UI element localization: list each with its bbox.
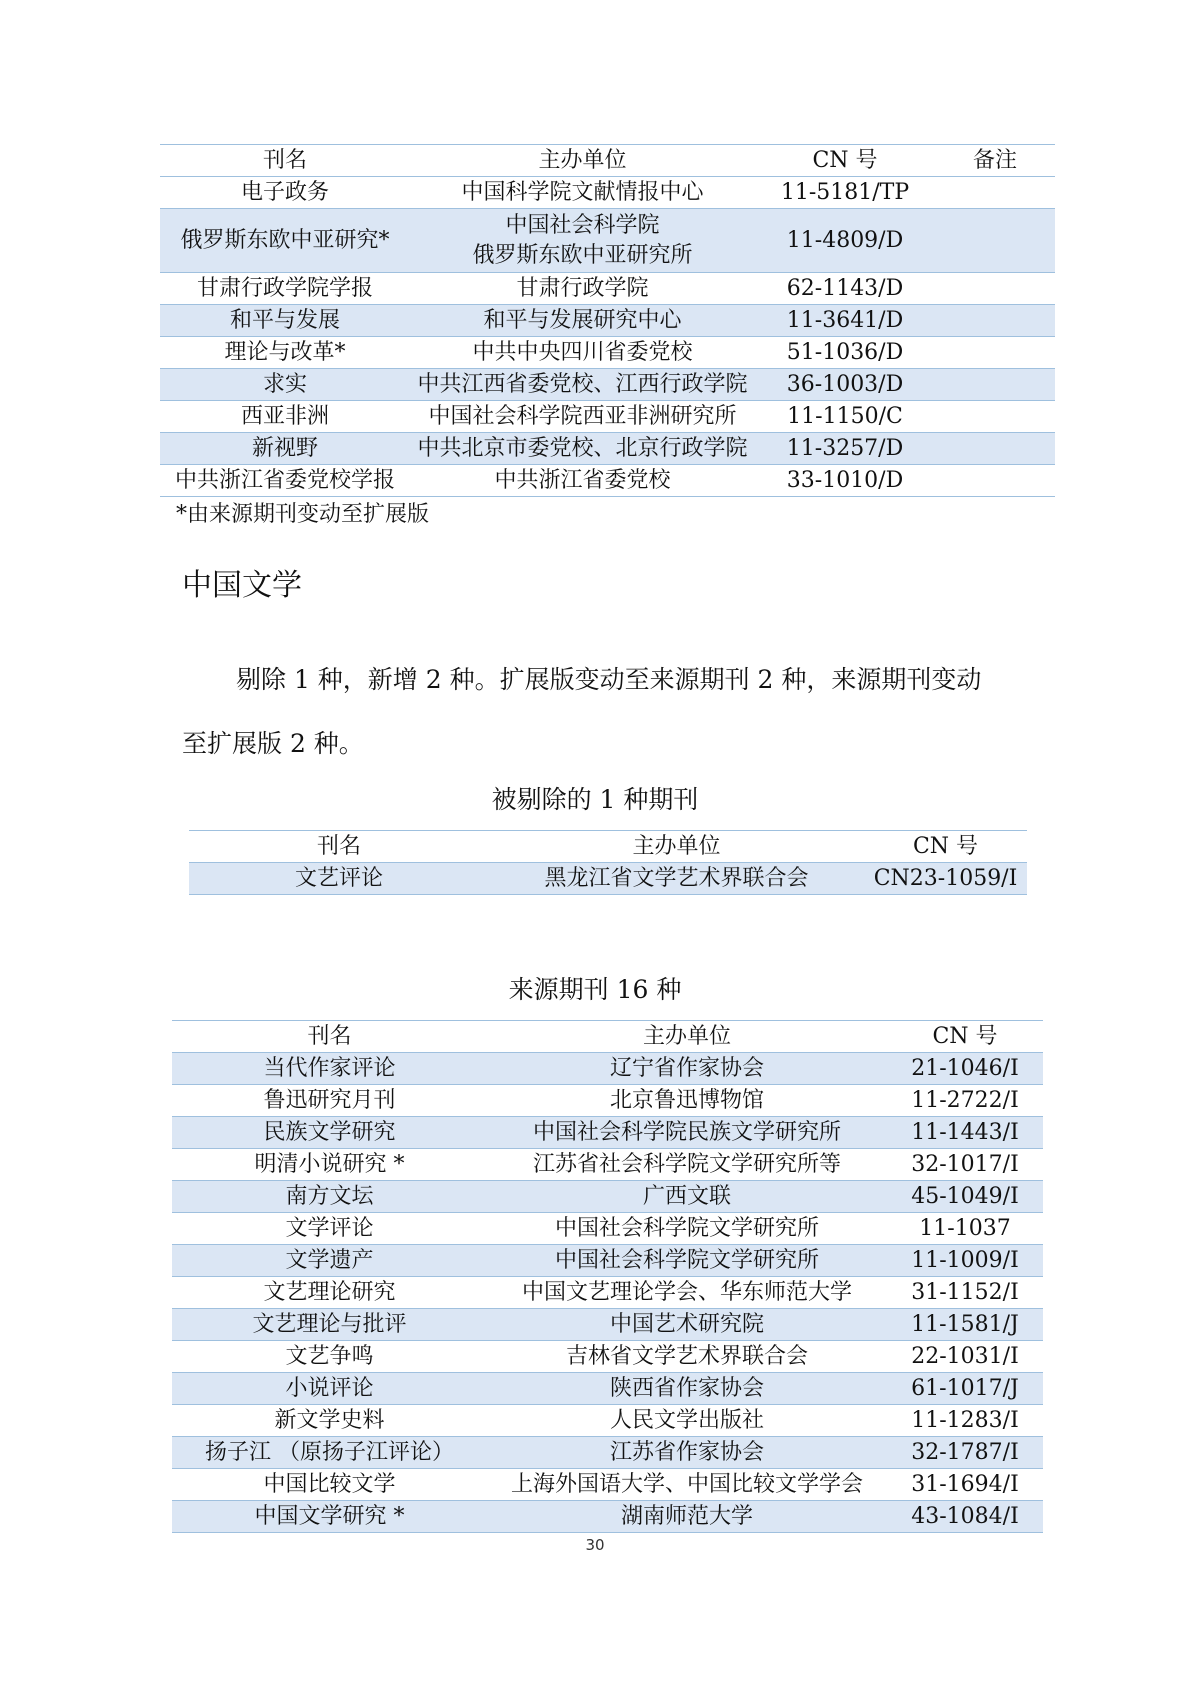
table-footnote: *由来源期刊变动至扩展版 <box>176 502 430 527</box>
cell-sponsor: 甘肃行政学院 <box>516 275 649 301</box>
source-journals-table <box>172 1020 1043 1533</box>
cell-journal: 甘肃行政学院学报 <box>196 275 373 301</box>
cell-remark <box>935 305 1055 337</box>
removed-journals-table <box>189 830 1027 895</box>
cell-sponsor: 中共北京市委党校、北京行政学院 <box>410 433 755 465</box>
table-row <box>172 1245 1043 1277</box>
cell-sponsor: 广西文联 <box>487 1181 887 1213</box>
cell-sponsor: 辽宁省作家协会 <box>487 1053 887 1085</box>
table-row <box>160 209 1055 273</box>
cell-cn: 43-1084/I <box>887 1501 1043 1533</box>
cell-sponsor: 黑龙江省文学艺术界联合会 <box>489 863 864 895</box>
cell-cn: 33-1010/D <box>786 467 904 493</box>
cell-journal: 文艺评论 <box>189 863 489 895</box>
cell-journal: 文艺争鸣 <box>285 1343 374 1369</box>
cell-journal: 文艺理论研究 <box>263 1279 396 1305</box>
summary-paragraph <box>182 648 1042 776</box>
cell-journal: 中共浙江省委党校学报 <box>174 467 395 493</box>
cell-cn: 11-2722/I <box>911 1087 1019 1113</box>
cell-remark <box>935 401 1055 433</box>
cell-cn: 51-1036/D <box>786 339 904 365</box>
cell-journal: 明清小说研究 * <box>254 1151 405 1177</box>
header-cn-number: CN 号 <box>932 1023 998 1049</box>
table-row <box>172 1309 1043 1341</box>
cell-journal: 小说评论 <box>172 1373 487 1405</box>
cell-sponsor: 吉林省文学艺术界联合会 <box>565 1343 808 1369</box>
cell-sponsor: 和平与发展研究中心 <box>410 305 755 337</box>
cell-sponsor: 中国社会科学院文学研究所 <box>554 1215 819 1241</box>
cell-journal: 中国比较文学 <box>263 1471 396 1497</box>
header-cn-number: CN 号 <box>812 147 878 173</box>
table-row <box>172 1373 1043 1405</box>
cell-remark <box>935 433 1055 465</box>
cell-sponsor: 中国社会科学院民族文学研究所 <box>487 1117 887 1149</box>
cell-sponsor: 上海外国语大学、中国比较文学学会 <box>510 1471 863 1497</box>
cell-cn: 21-1046/I <box>887 1053 1043 1085</box>
header-journal-name: 刊名 <box>262 147 307 173</box>
cell-journal: 西亚非洲 <box>240 403 329 429</box>
table-row <box>160 433 1055 465</box>
section-heading: 中国文学 <box>182 568 302 603</box>
cell-journal: 文学遗产 <box>172 1245 487 1277</box>
table-row <box>189 863 1027 895</box>
cell-cn: 32-1017/I <box>911 1151 1019 1177</box>
cell-cn: 11-1037 <box>919 1215 1011 1241</box>
table-row <box>160 273 1055 305</box>
table-row <box>160 337 1055 369</box>
cell-cn: 32-1787/I <box>887 1437 1043 1469</box>
cell-sponsor: 湖南师范大学 <box>487 1501 887 1533</box>
cell-cn: CN23-1059/I <box>864 863 1027 895</box>
header-journal-name: 刊名 <box>316 833 361 859</box>
header-sponsor: 主办单位 <box>538 147 627 173</box>
cell-journal: 求实 <box>160 369 410 401</box>
cell-sponsor: 中国社会科学院文学研究所 <box>487 1245 887 1277</box>
cell-cn: 11-1150/C <box>787 403 903 429</box>
cell-cn: 36-1003/D <box>755 369 935 401</box>
header-remarks: 备注 <box>972 147 1017 173</box>
table-header-row <box>172 1021 1043 1053</box>
cell-cn: 11-1443/I <box>887 1117 1043 1149</box>
cell-cn: 11-1009/I <box>887 1245 1043 1277</box>
cell-journal: 鲁迅研究月刊 <box>263 1087 396 1113</box>
cell-journal: 和平与发展 <box>160 305 410 337</box>
cell-remark <box>935 209 1055 273</box>
cell-cn: 22-1031/I <box>911 1343 1019 1369</box>
cell-sponsor: 中国社会科学院 俄罗斯东欧中亚研究所 <box>410 209 755 273</box>
cell-journal: 俄罗斯东欧中亚研究* <box>160 209 410 273</box>
cell-journal: 文学评论 <box>285 1215 374 1241</box>
cell-journal: 文艺理论与批评 <box>172 1309 487 1341</box>
page-number: 30 <box>585 1536 605 1554</box>
cell-cn: 11-1581/J <box>887 1309 1043 1341</box>
table-row <box>172 1405 1043 1437</box>
cell-journal: 中国文学研究 * <box>172 1501 487 1533</box>
paragraph-line-1: 剔除 1 种，新增 2 种。扩展版变动至来源期刊 2 种，来源期刊变动 <box>236 665 982 694</box>
table-row <box>160 305 1055 337</box>
cell-journal: 民族文学研究 <box>172 1117 487 1149</box>
cell-cn: 62-1143/D <box>786 275 904 301</box>
cell-sponsor: 中共浙江省委党校 <box>494 467 671 493</box>
source-table-caption: 来源期刊 16 种 <box>508 975 682 1004</box>
table-row <box>172 1277 1043 1309</box>
table-row <box>172 1053 1043 1085</box>
table-row <box>160 465 1055 497</box>
cell-cn: 31-1694/I <box>911 1471 1019 1497</box>
cell-cn: 11-4809/D <box>755 209 935 273</box>
cell-journal: 南方文坛 <box>172 1181 487 1213</box>
header-cn-number: CN 号 <box>912 833 979 859</box>
table-header-row <box>189 831 1027 863</box>
cell-cn: 11-5181/TP <box>780 179 910 205</box>
cell-journal: 理论与改革* <box>224 339 346 365</box>
table-row <box>160 369 1055 401</box>
cell-journal: 新视野 <box>160 433 410 465</box>
cell-remark <box>935 337 1055 369</box>
header-sponsor: 主办单位 <box>642 1023 731 1049</box>
political-journals-table <box>160 144 1055 497</box>
cell-journal: 新文学史料 <box>274 1407 385 1433</box>
cell-cn: 11-3257/D <box>755 433 935 465</box>
table-row <box>160 401 1055 433</box>
header-journal-name: 刊名 <box>307 1023 352 1049</box>
table-header-row <box>160 145 1055 177</box>
cell-cn: 31-1152/I <box>911 1279 1019 1305</box>
cell-cn: 11-1283/I <box>911 1407 1019 1433</box>
cell-sponsor: 中国社会科学院西亚非洲研究所 <box>428 403 737 429</box>
table-row <box>172 1117 1043 1149</box>
table-row <box>172 1181 1043 1213</box>
cell-sponsor: 中国科学院文献情报中心 <box>461 179 704 205</box>
table-row <box>172 1501 1043 1533</box>
table-row <box>160 177 1055 209</box>
cell-journal: 扬子江 （原扬子江评论） <box>172 1437 487 1469</box>
cell-sponsor: 江苏省社会科学院文学研究所等 <box>532 1151 841 1177</box>
cell-sponsor: 江苏省作家协会 <box>487 1437 887 1469</box>
cell-cn: 11-3641/D <box>755 305 935 337</box>
cell-remark <box>935 177 1055 209</box>
cell-journal: 当代作家评论 <box>172 1053 487 1085</box>
table-row <box>172 1437 1043 1469</box>
cell-journal: 电子政务 <box>240 179 329 205</box>
cell-sponsor: 北京鲁迅博物馆 <box>609 1087 764 1113</box>
cell-sponsor: 中共江西省委党校、江西行政学院 <box>410 369 755 401</box>
cell-sponsor: 中国文艺理论学会、华东师范大学 <box>521 1279 852 1305</box>
cell-sponsor: 中国艺术研究院 <box>487 1309 887 1341</box>
cell-remark <box>935 465 1055 497</box>
cell-sponsor: 人民文学出版社 <box>609 1407 764 1433</box>
cell-cn: 45-1049/I <box>887 1181 1043 1213</box>
table-row <box>172 1085 1043 1117</box>
table-row <box>172 1341 1043 1373</box>
table-row <box>172 1149 1043 1181</box>
cell-sponsor: 中共中央四川省委党校 <box>472 339 693 365</box>
cell-sponsor: 陕西省作家协会 <box>487 1373 887 1405</box>
cell-cn: 61-1017/J <box>887 1373 1043 1405</box>
removed-table-caption: 被剔除的 1 种期刊 <box>491 785 699 814</box>
paragraph-line-2: 至扩展版 2 种。 <box>182 729 364 758</box>
header-sponsor: 主办单位 <box>632 833 721 859</box>
table-row <box>172 1213 1043 1245</box>
cell-remark <box>935 273 1055 305</box>
cell-remark <box>935 369 1055 401</box>
table-row <box>172 1469 1043 1501</box>
